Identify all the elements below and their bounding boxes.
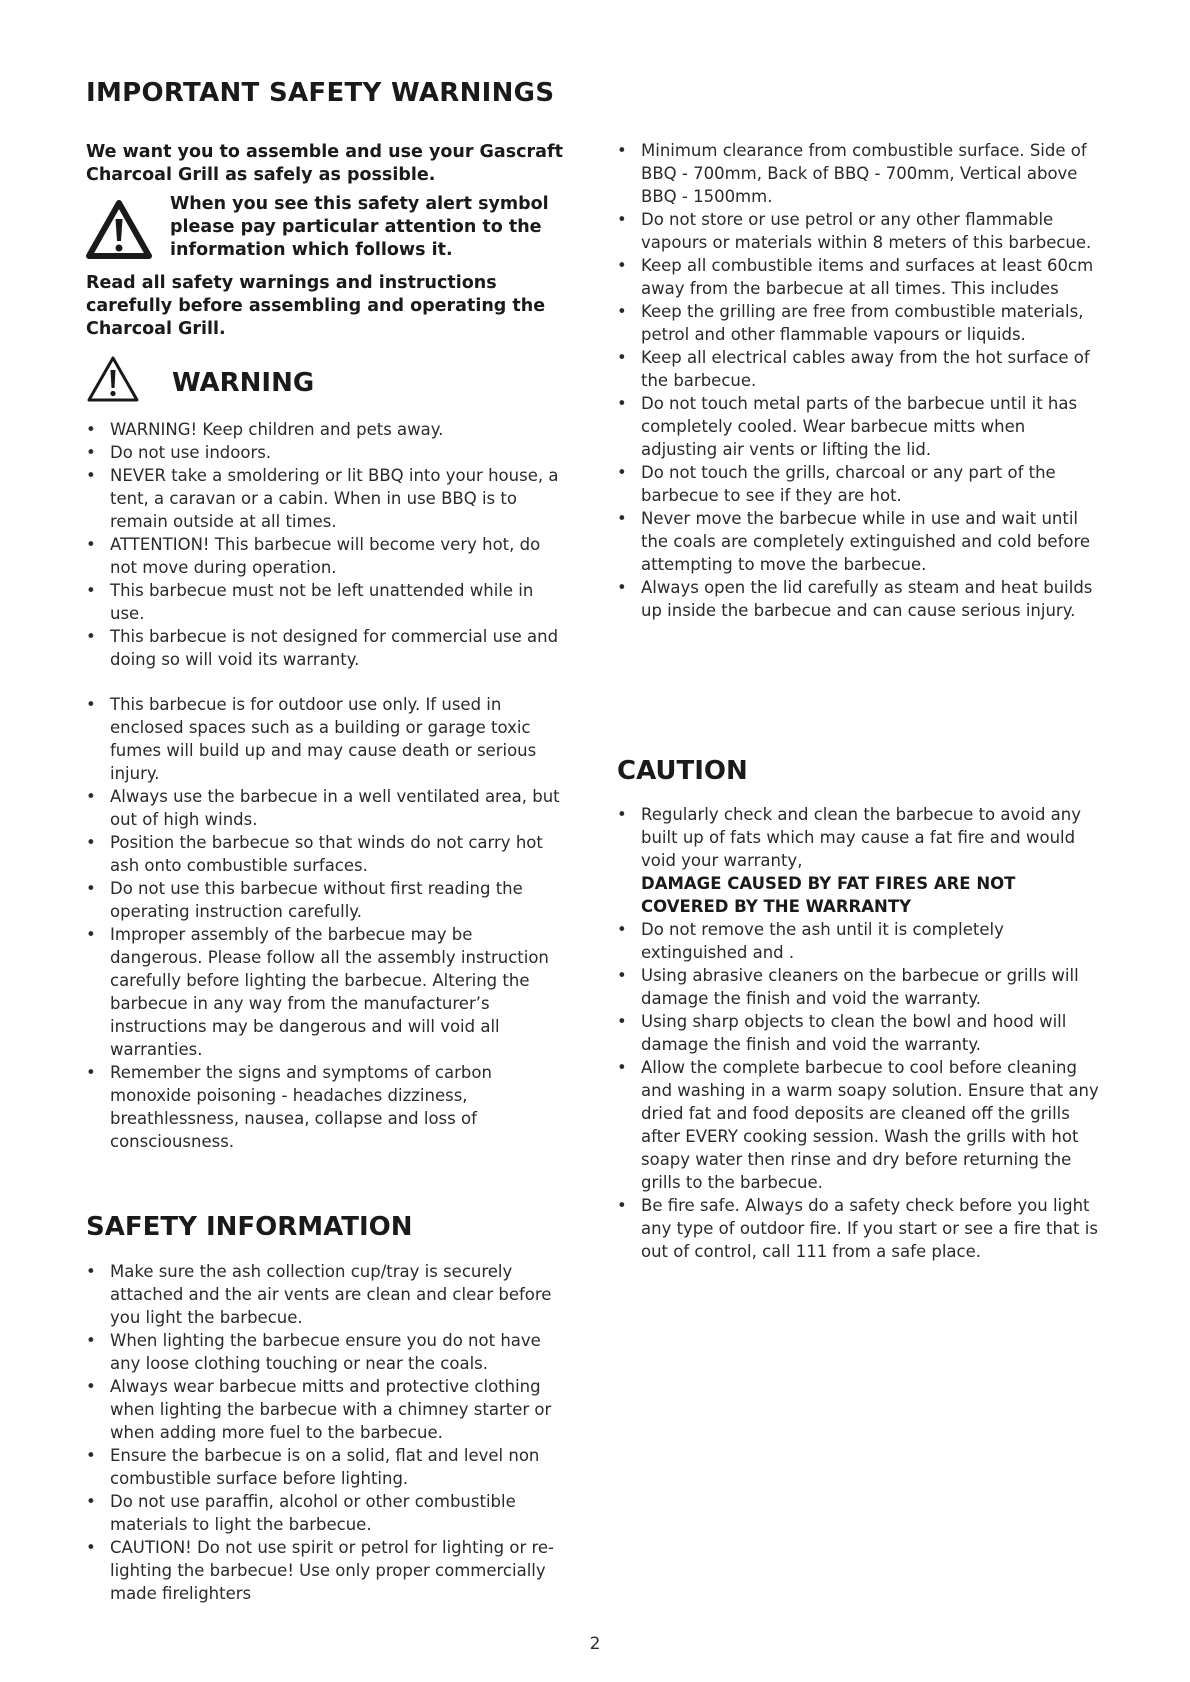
list-item: • Do not touch metal parts of the barbecue until it has completely cooled. Wear barbecue mitts when adjusting air vents or lifting the lid. [617,392,1102,461]
list-item: • Using sharp objects to clean the bowl and hood will damage the finish and void the warranty. [617,1010,1102,1056]
list-item: • Always use the barbecue in a well ventilated area, but out of high winds. [86,785,566,831]
list-item: • Using abrasive cleaners on the barbecue or grills will damage the finish and void the warranty. [617,964,1102,1010]
list-item: • This barbecue is for outdoor use only. If used in enclosed spaces such as a building or garage toxic fumes will build up and may cause death or serious injury. [86,693,566,785]
list-item: • ATTENTION! This barbecue will become very hot, do not move during operation. [86,533,566,579]
warning-heading [86,355,486,405]
read-all-instructions: Read all safety warnings and instructions carefully before assembling and operating the Charcoal Grill. [86,273,546,339]
safety-information-list [86,1260,576,1605]
list-item: • Always wear barbecue mitts and protective clothing when lighting the barbecue with a chimney starter or when adding more fuel to the barbecue. [86,1375,576,1444]
list-item: • This barbecue is not designed for commercial use and doing so will void its warranty. [86,625,566,671]
list-item: • Keep the grilling are free from combustible materials, petrol and other flammable vapours or liquids. [617,300,1102,346]
list-item: • Keep all electrical cables away from the hot surface of the barbecue. [617,346,1102,392]
warning-list-a [86,418,566,671]
list-item: • When lighting the barbecue ensure you do not have any loose clothing touching or near the coals. [86,1329,576,1375]
list-item: • Do not store or use petrol or any other flammable vapours or materials within 8 meters of this barbecue. [617,208,1102,254]
warranty-notice: DAMAGE CAUSED BY FAT FIRES ARE NOT COVERED BY THE WARRANTY [641,874,1016,916]
list-item: • Do not use paraffin, alcohol or other combustible materials to light the barbecue. [86,1490,576,1536]
safety-alert-row [86,193,566,263]
list-item: • Remember the signs and symptoms of carbon monoxide poisoning - headaches dizziness, breathlessness, nausea, collapse and loss of consciousness. [86,1061,566,1153]
list-item: • Do not use indoors. [86,441,566,464]
list-item: • Ensure the barbecue is on a solid, flat and level non combustible surface before lighting. [86,1444,576,1490]
caution-list [617,803,1102,1263]
list-item: • Improper assembly of the barbecue may be dangerous. Please follow all the assembly instruction carefully before lighting the barbecue. Altering the barbecue in any way from the manufacturer’s instructions may be dangerous and will void all warranties. [86,923,566,1061]
safety-alert-text: When you see this safety alert symbol please pay particular attention to the information which follows it. [170,194,549,260]
warning-title: WARNING [172,368,315,398]
list-item: • Do not remove the ash until it is completely extinguished and . [617,918,1102,964]
list-item [617,803,1102,918]
page-title: IMPORTANT SAFETY WARNINGS [86,78,555,108]
list-item: • Make sure the ash collection cup/tray is securely attached and the air vents are clean and clear before you light the barbecue. [86,1260,576,1329]
list-item: • Always open the lid carefully as steam and heat builds up inside the barbecue and can cause serious injury. [617,576,1102,622]
list-item: • Do not touch the grills, charcoal or any part of the barbecue to see if they are hot. [617,461,1102,507]
list-item: • Do not use this barbecue without first reading the operating instruction carefully. [86,877,566,923]
list-item: • This barbecue must not be left unattended while in use. [86,579,566,625]
list-item: • Position the barbecue so that winds do not carry hot ash onto combustible surfaces. [86,831,566,877]
list-item: • Keep all combustible items and surfaces at least 60cm away from the barbecue at all times. This includes [617,254,1102,300]
caution-title: CAUTION [617,756,748,786]
right-column-list [617,139,1102,622]
safety-alert-icon [86,199,152,259]
list-item: • Allow the complete barbecue to cool before cleaning and washing in a warm soapy solution. Ensure that any dried fat and food deposits are cleaned off the grills after EVERY cooking session. Wash the grills with hot soapy water then rinse and dry before returning the grills to the barbecue. [617,1056,1102,1194]
list-item: • Never move the barbecue while in use and wait until the coals are completely extinguished and cold before attempting to move the barbecue. [617,507,1102,576]
list-item: • Be fire safe. Always do a safety check before you light any type of outdoor fire. If you start or see a fire that is out of control, call 111 from a safe place. [617,1194,1102,1263]
warning-icon [86,355,140,403]
list-item: • NEVER take a smoldering or lit BBQ into your house, a tent, a caravan or a cabin. When in use BBQ is to remain outside at all times. [86,464,566,533]
page-number: 2 [589,1634,601,1654]
warning-list-b [86,693,566,1153]
list-item: • WARNING! Keep children and pets away. [86,418,566,441]
safety-information-title: SAFETY INFORMATION [86,1212,413,1242]
list-item: • CAUTION! Do not use spirit or petrol for lighting or re-lighting the barbecue! Use only proper commercially made firelighters [86,1536,576,1605]
list-item: • Minimum clearance from combustible surface. Side of BBQ - 700mm, Back of BBQ - 700mm, Vertical above BBQ - 1500mm. [617,139,1102,208]
caution-first-item: Regularly check and clean the barbecue to avoid any built up of fats which may cause a fat fire and would void your warranty, [641,805,1081,870]
intro-lead: We want you to assemble and use your Gascraft Charcoal Grill as safely as possible. [86,142,563,185]
